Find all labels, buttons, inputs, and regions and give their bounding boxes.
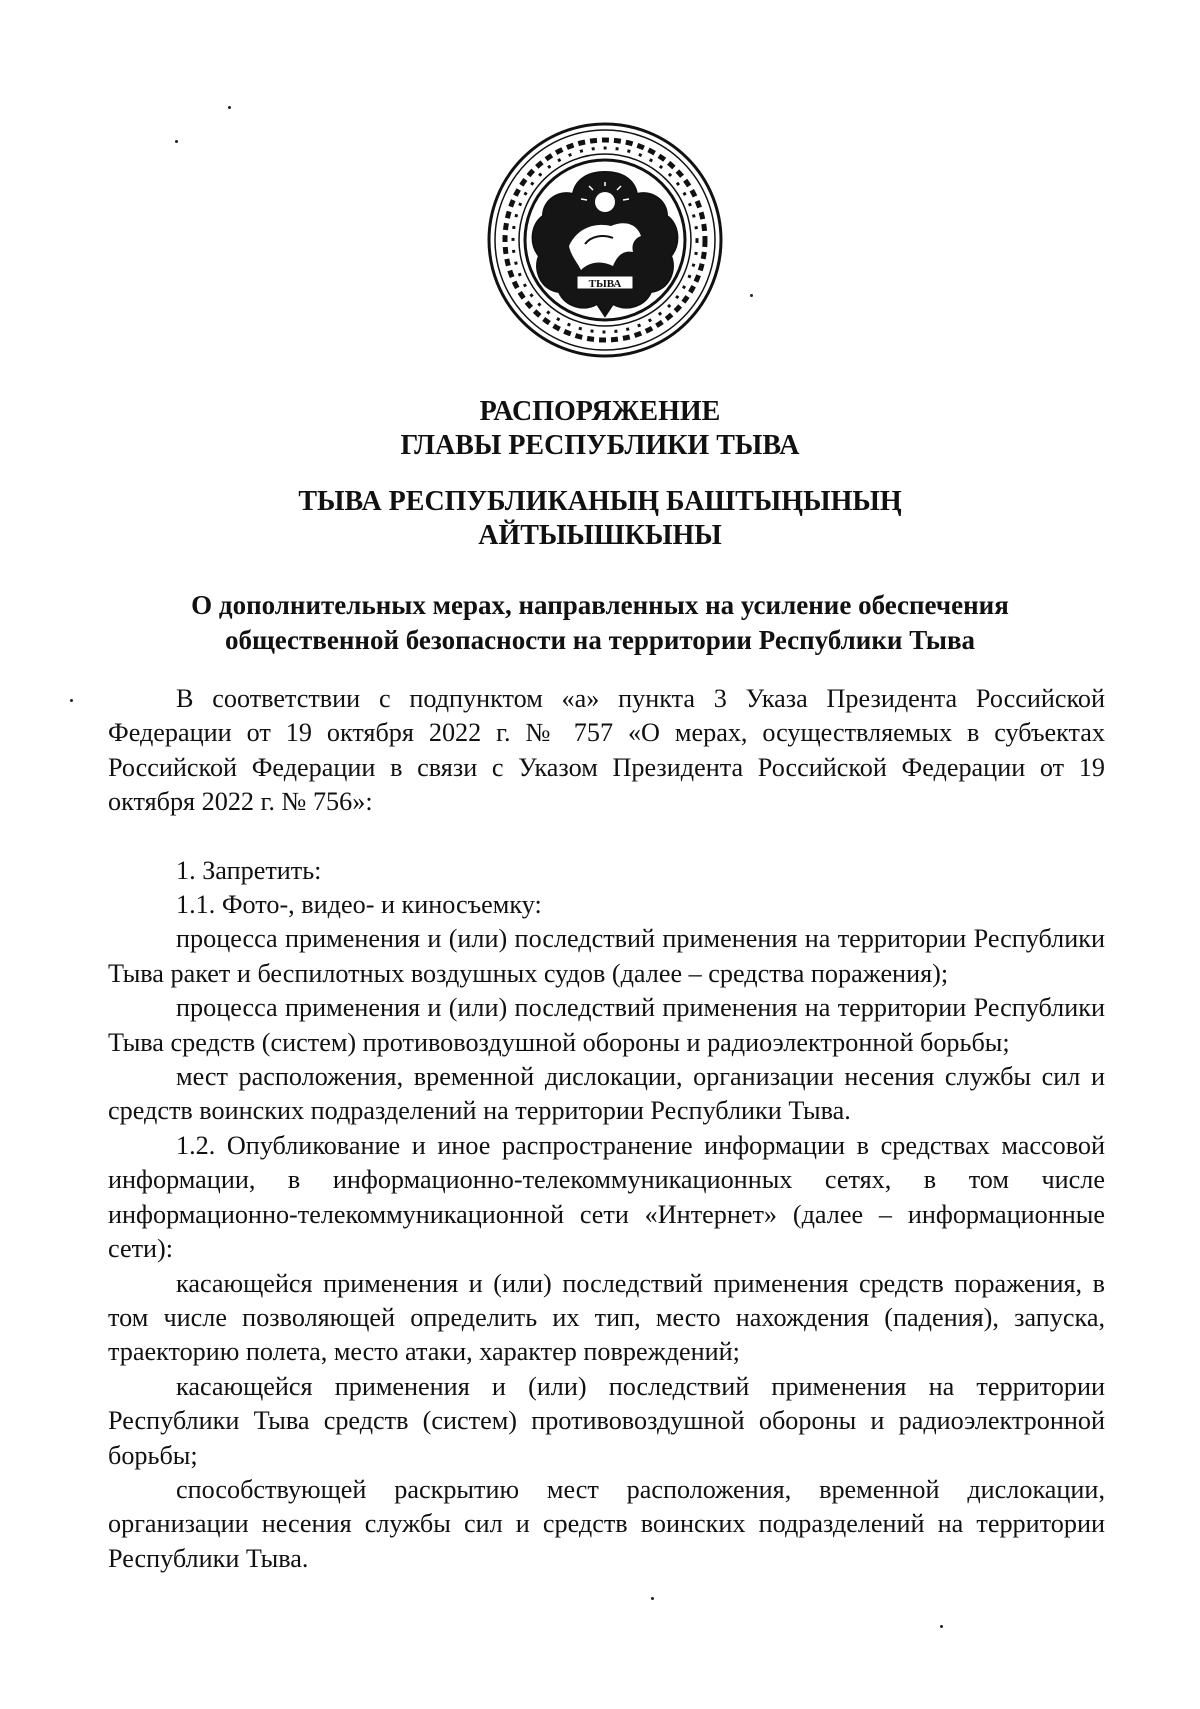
item-1: 1. Запретить:	[176, 855, 322, 885]
item-1-2-b: касающейся применения и (или) последствий применения на территории Республики Тыва средств (систем) противовоздушной обороны и радиоэлектронной борьбы;	[108, 1371, 1105, 1470]
scan-speck	[651, 1597, 654, 1600]
title-tyv-line1: ТЫВА РЕСПУБЛИКАНЫҢ БАШТЫҢЫНЫҢ	[298, 486, 902, 517]
item-1-1-c: мест расположения, временной дислокации, организации несения службы сил и средств воинских подразделений на территории Республики Тыва.	[108, 1062, 1105, 1126]
item-1-1: 1.1. Фото-, видео- и киносъемку:	[176, 890, 542, 920]
paragraph-gap	[108, 820, 1105, 854]
title-tyv-line2: АЙТЫЫШКЫНЫ	[478, 520, 722, 551]
item-1-2-c: способствующей раскрытию мест расположения, временной дислокации, организации несения службы сил и средств воинских подразделений на территории Республики Тыва.	[108, 1474, 1105, 1573]
document-body	[108, 682, 1105, 1576]
title-ru-line2: ГЛАВЫ РЕСПУБЛИКИ ТЫВА	[400, 430, 800, 461]
subject-line1: О дополнительных мерах, направленных на усиление обеспечения	[191, 590, 1009, 620]
title-ru-line1: РАСПОРЯЖЕНИЕ	[479, 396, 721, 427]
document-heading	[100, 395, 1100, 553]
subject-line2: общественной безопасности на территории Республики Тыва	[224, 625, 976, 655]
scan-speck	[750, 294, 753, 297]
item-1-1-b: процесса применения и (или) последствий применения на территории Республики Тыва средств (систем) противовоздушной обороны и радиоэлектронной борьбы;	[108, 993, 1105, 1057]
item-1-2-a: касающейся применения и (или) последствий применения средств поражения, в том числе позволяющей определить их тип, место нахождения (падения), запуска, траекторию полета, место атаки, характер повреждений;	[108, 1268, 1105, 1367]
scan-speck	[70, 699, 73, 702]
item-1-1-a: процесса применения и (или) последствий применения на территории Республики Тыва ракет и беспилотных воздушных судов (далее – средства поражения);	[108, 924, 1105, 988]
scan-speck	[940, 1625, 943, 1628]
document-subject	[100, 588, 1100, 658]
emblem-label: ТЫВА	[588, 278, 622, 290]
scan-speck	[175, 140, 178, 143]
scan-speck	[228, 106, 231, 109]
item-1-2: 1.2. Опубликование и иное распространение информации в средствах массовой информации, в информационно-телекоммуникационных сетях, в том числе информационно-телекоммуникационной сети «Интернет» (далее – информационные сети):	[108, 1130, 1105, 1264]
preamble-paragraph: В соответствии с подпунктом «а» пункта 3 Указа Президента Российской Федерации от 19 октября 2022 г. № 757 «О мерах, осуществляемых в субъектах Российской Федерации в связи с Указом Президента Российской Федерации от 19 октября 2022 г. № 756»:	[108, 684, 1105, 817]
coat-of-arms-emblem	[485, 120, 725, 360]
